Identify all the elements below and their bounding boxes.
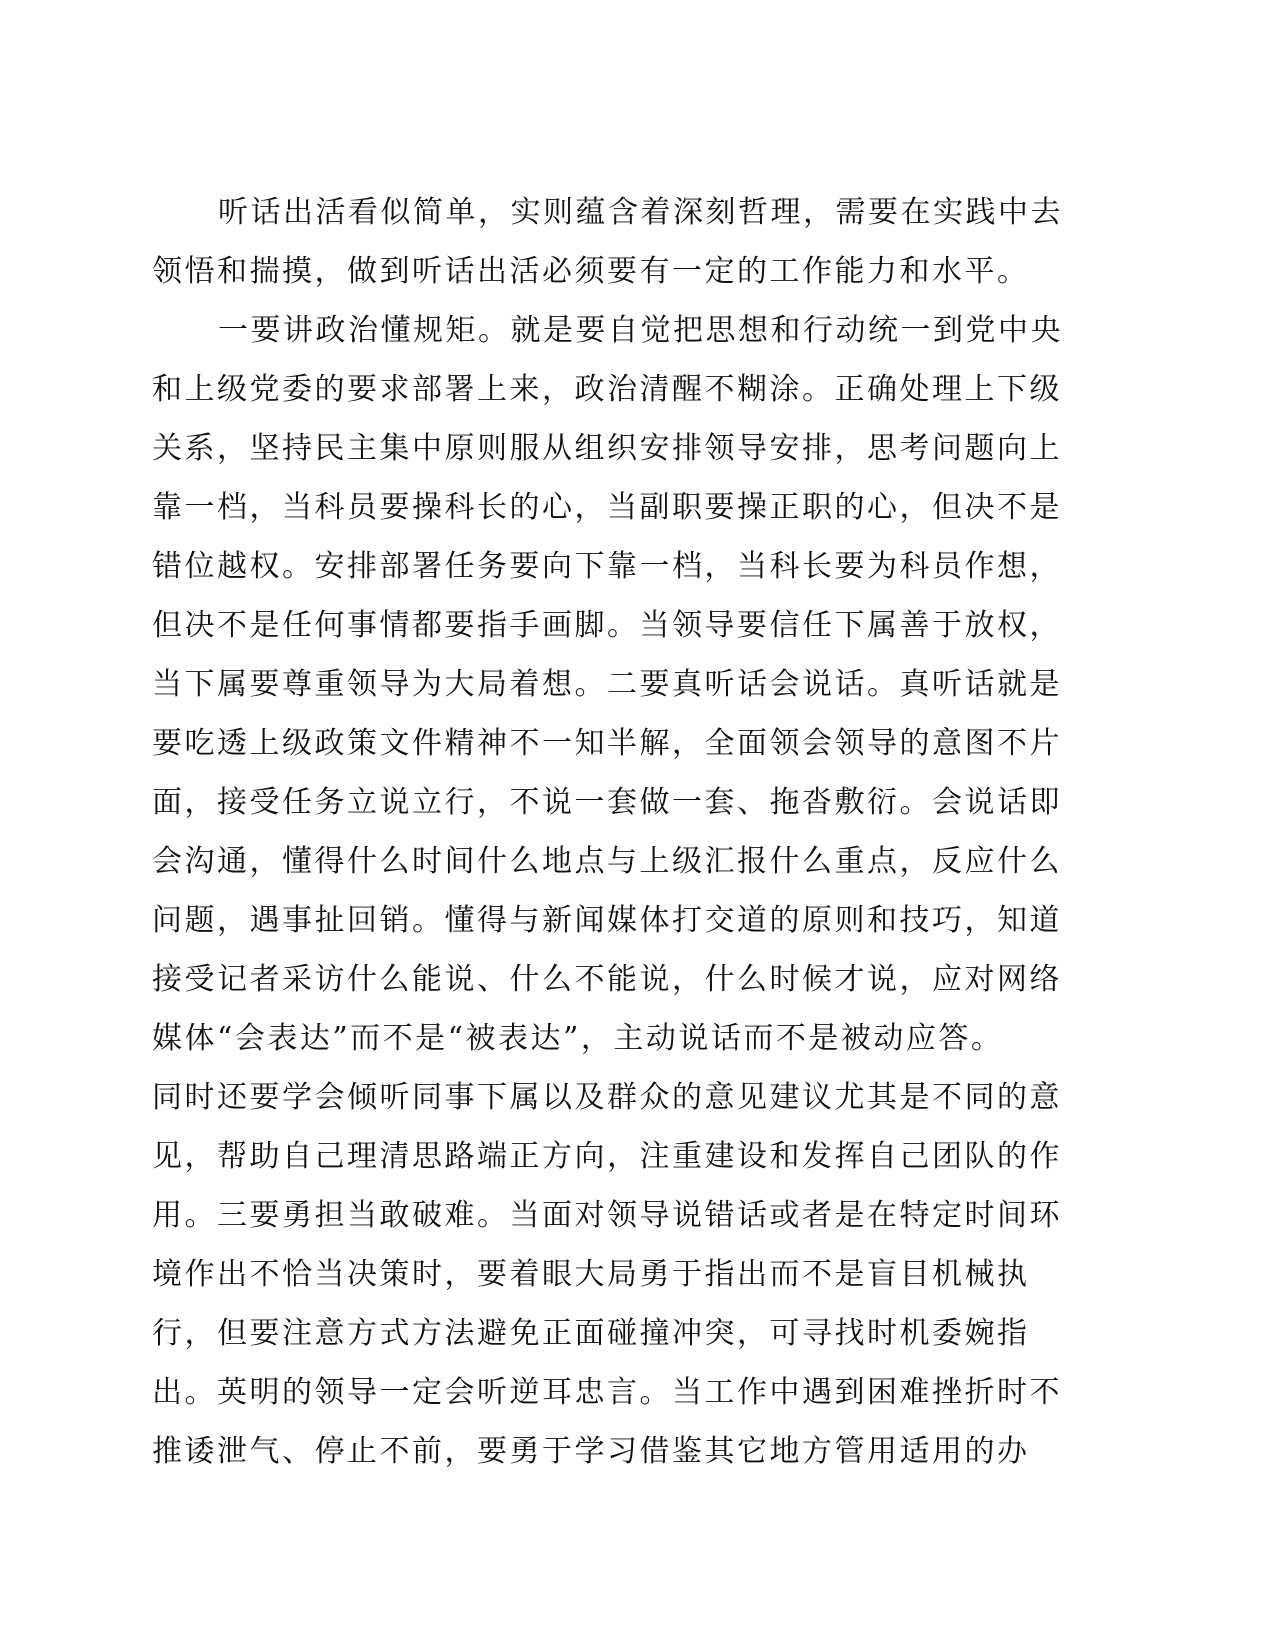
- paragraph-line: 靠一档，当科员要操科长的心，当副职要操正职的心，但决不是: [152, 490, 1062, 525]
- paragraph-line: 会沟通，懂得什么时间什么地点与上级汇报什么重点，反应什么: [152, 844, 1062, 879]
- paragraph-line: 和上级党委的要求部署上来，政治清醒不糊涂。正确处理上下级: [152, 372, 1062, 407]
- paragraph-line: 出。英明的领导一定会听逆耳忠言。当工作中遇到困难挫折时不: [152, 1375, 1062, 1410]
- paragraph-line: 听话出活看似简单，实则蕴含着深刻哲理，需要在实践中去: [218, 195, 1063, 230]
- paragraph-line: 关系，坚持民主集中原则服从组织安排领导安排，思考问题向上: [152, 431, 1062, 466]
- paragraph-line: 当下属要尊重领导为大局着想。二要真听话会说话。真听话就是: [152, 667, 1062, 702]
- paragraph-line: 领悟和揣摸，做到听话出活必须要有一定的工作能力和水平。: [152, 254, 1030, 289]
- paragraph-line: 面，接受任务立说立行，不说一套做一套、拖沓敷衍。会说话即: [152, 785, 1062, 820]
- paragraph-line: 用。三要勇担当敢破难。当面对领导说错话或者是在特定时间环: [152, 1198, 1062, 1233]
- paragraph-line: 同时还要学会倾听同事下属以及群众的意见建议尤其是不同的意: [152, 1080, 1062, 1115]
- body-text: [152, 183, 1092, 1481]
- paragraph-line: 媒体“会表达”而不是“被表达”，主动说话而不是被动应答。: [152, 1021, 1004, 1056]
- paragraph-line: 境作出不恰当决策时，要着眼大局勇于指出而不是盲目机械执: [152, 1257, 1030, 1292]
- paragraph-line: 行，但要注意方式方法避免正面碰撞冲突，可寻找时机委婉指: [152, 1316, 1030, 1351]
- paragraph-line: 要吃透上级政策文件精神不一知半解，全面领会领导的意图不片: [152, 726, 1062, 761]
- paragraph-line: 接受记者采访什么能说、什么不能说，什么时候才说，应对网络: [152, 962, 1062, 997]
- paragraph-line: 一要讲政治懂规矩。就是要自觉把思想和行动统一到党中央: [218, 313, 1063, 348]
- paragraph-line: 错位越权。安排部署任务要向下靠一档，当科长要为科员作想，: [152, 549, 1062, 584]
- paragraph-line: 但决不是任何事情都要指手画脚。当领导要信任下属善于放权，: [152, 608, 1062, 643]
- paragraph-line: 推诿泄气、停止不前，要勇于学习借鉴其它地方管用适用的办: [152, 1434, 1030, 1469]
- paragraph-line: 问题，遇事扯回销。懂得与新闻媒体打交道的原则和技巧，知道: [152, 903, 1062, 938]
- paragraph-line: 见，帮助自己理清思路端正方向，注重建设和发挥自己团队的作: [152, 1139, 1062, 1174]
